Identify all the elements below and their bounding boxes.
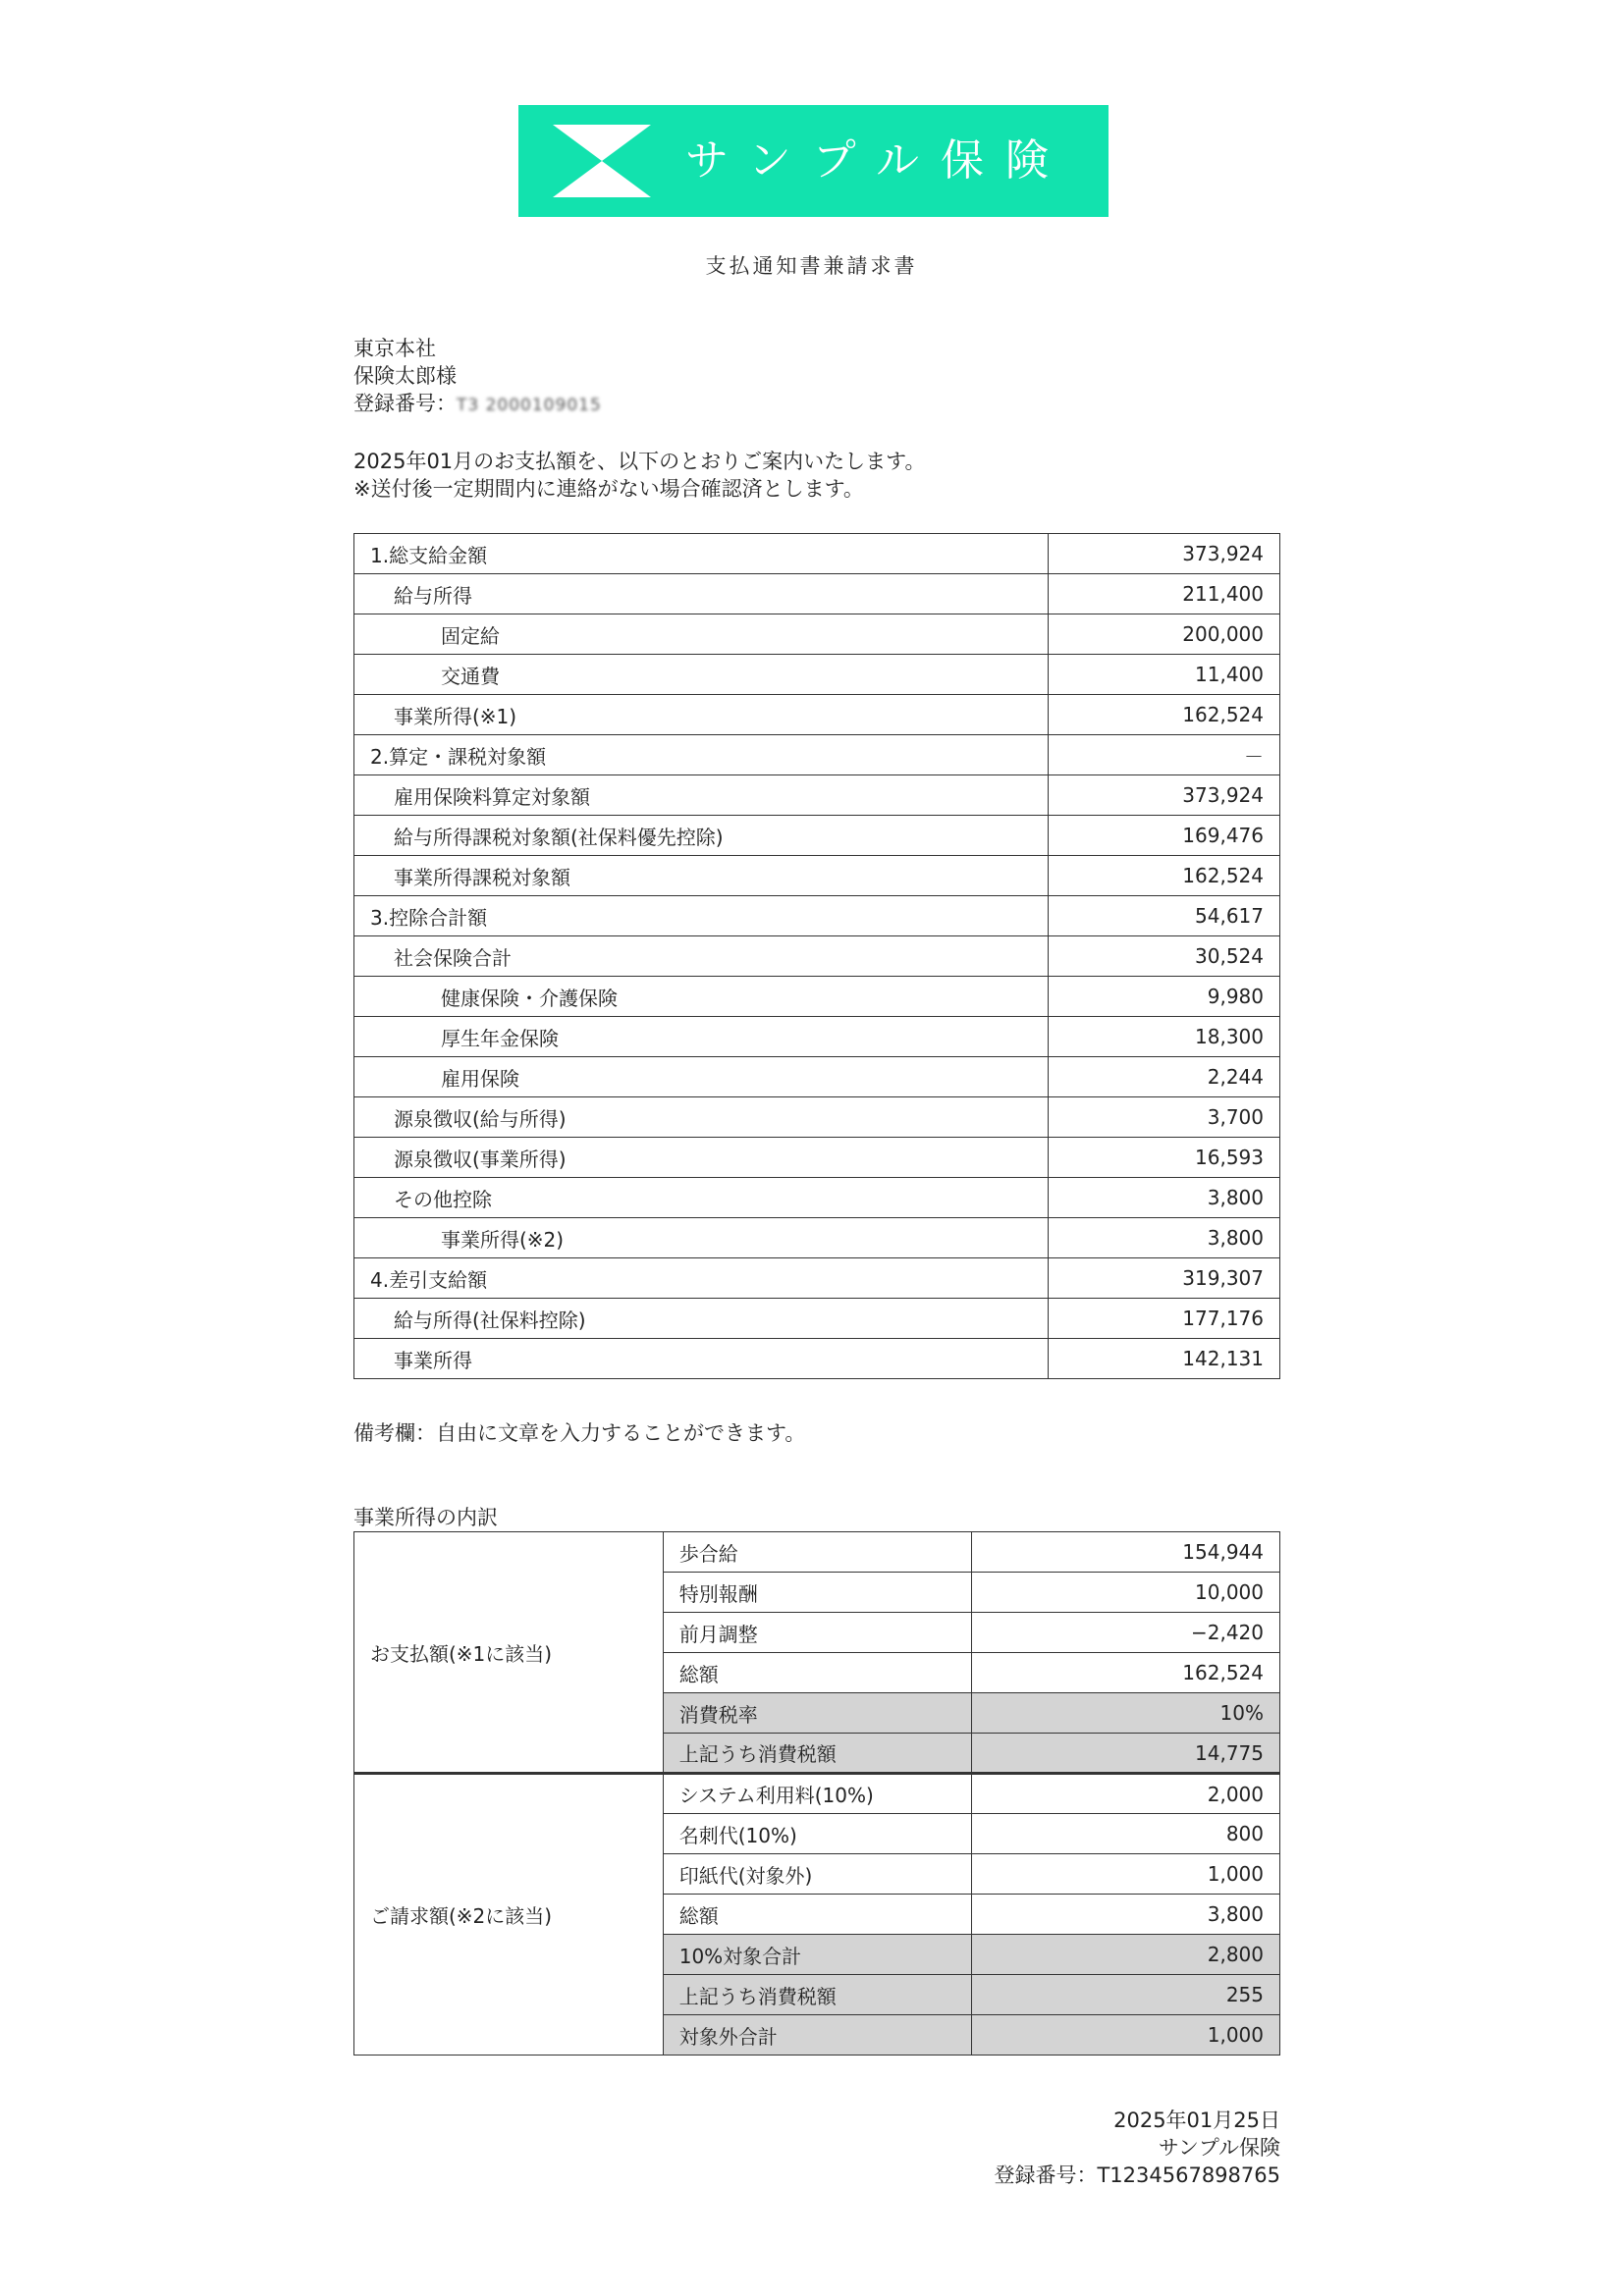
intro-line-1: 2025年01月のお支払額を、以下のとおりご案内いたします。 [353,450,926,473]
item-amount: 10% [971,1693,1280,1734]
remarks: 備考欄：自由に文章を入力することができます。 [353,1421,806,1445]
table-row [354,534,1280,574]
row-value: 177,176 [1049,1299,1280,1339]
breakdown-title: 事業所得の内訳 [353,1506,498,1529]
item-label: 消費税率 [663,1693,971,1734]
recipient-name: 保険太郎様 [353,364,457,388]
row-value: 373,924 [1049,534,1280,574]
logo-text: サンプル保険 [685,135,1071,186]
row-label: 2.算定・課税対象額 [354,735,1049,775]
table-row [354,936,1280,977]
item-label: システム利用料(10%) [663,1774,971,1814]
row-label: 3.控除合計額 [354,896,1049,936]
item-label: 総額 [663,1895,971,1935]
group-label: お支払額(※1に該当) [354,1532,664,1774]
table-row [354,574,1280,614]
row-value: 373,924 [1049,775,1280,816]
row-value: 2,244 [1049,1057,1280,1097]
business-income-breakdown-table [353,1531,1280,2056]
item-label: 総額 [663,1653,971,1693]
recipient-registration [353,390,602,419]
item-amount: 1,000 [971,1854,1280,1895]
row-value: 3,700 [1049,1097,1280,1138]
row-label: 事業所得 [354,1339,1049,1379]
row-value: 54,617 [1049,896,1280,936]
row-label: 健康保険・介護保険 [354,977,1049,1017]
item-amount: 14,775 [971,1734,1280,1774]
row-value: 16,593 [1049,1138,1280,1178]
intro-line-2: ※送付後一定期間内に連絡がない場合確認済とします。 [353,477,864,501]
row-label: 雇用保険料算定対象額 [354,775,1049,816]
row-value: － [1049,735,1280,775]
item-label: 印紙代(対象外) [663,1854,971,1895]
item-amount: 255 [971,1975,1280,2015]
row-label: 事業所得(※2) [354,1218,1049,1258]
row-label: 4.差引支給額 [354,1258,1049,1299]
issuer-registration: 登録番号：T1234567898765 [994,2163,1280,2187]
item-amount: 10,000 [971,1573,1280,1613]
item-amount: 800 [971,1814,1280,1854]
table-row [354,1017,1280,1057]
row-label: その他控除 [354,1178,1049,1218]
row-value: 18,300 [1049,1017,1280,1057]
item-label: 名刺代(10%) [663,1814,971,1854]
row-value: 9,980 [1049,977,1280,1017]
issuer-company: サンプル保険 [1158,2136,1280,2160]
table-row [354,896,1280,936]
table-row [354,1258,1280,1299]
footer-block [994,2107,1280,2189]
item-amount: 1,000 [971,2015,1280,2056]
row-label: 厚生年金保険 [354,1017,1049,1057]
table-row [354,1138,1280,1178]
row-value: 200,000 [1049,614,1280,655]
item-amount: 154,944 [971,1532,1280,1573]
row-value: 11,400 [1049,655,1280,695]
row-label: 給与所得(社保料控除) [354,1299,1049,1339]
table-row [354,977,1280,1017]
intro-block [353,448,925,503]
table-row [354,856,1280,896]
row-label: 雇用保険 [354,1057,1049,1097]
item-amount: 2,800 [971,1935,1280,1975]
recipient-company: 東京本社 [353,337,436,360]
row-label: 固定給 [354,614,1049,655]
table-row [354,1057,1280,1097]
table-row [354,655,1280,695]
row-label: 給与所得課税対象額(社保料優先控除) [354,816,1049,856]
row-value: 3,800 [1049,1178,1280,1218]
row-label: 事業所得課税対象額 [354,856,1049,896]
item-amount: 3,800 [971,1895,1280,1935]
row-label: 給与所得 [354,574,1049,614]
table-row [354,1299,1280,1339]
table-row [354,695,1280,735]
row-label: 1.総支給金額 [354,534,1049,574]
issue-date: 2025年01月25日 [1113,2109,1280,2132]
row-value: 162,524 [1049,856,1280,896]
hourglass-icon [553,125,651,197]
item-label: 特別報酬 [663,1573,971,1613]
row-label: 源泉徴収(事業所得) [354,1138,1049,1178]
table-row [354,1178,1280,1218]
item-label: 対象外合計 [663,2015,971,2056]
item-label: 上記うち消費税額 [663,1975,971,2015]
row-label: 交通費 [354,655,1049,695]
payment-summary-table [353,533,1280,1379]
table-row [354,1218,1280,1258]
registration-number-redacted: T3 2000109015 [457,396,602,415]
item-label: 10%対象合計 [663,1935,971,1975]
table-row [354,775,1280,816]
registration-label: 登録番号： [353,392,457,415]
recipient-block [353,335,602,419]
item-label: 前月調整 [663,1613,971,1653]
table-row [354,1097,1280,1138]
row-value: 30,524 [1049,936,1280,977]
item-amount: 2,000 [971,1774,1280,1814]
item-label: 上記うち消費税額 [663,1734,971,1774]
row-value: 142,131 [1049,1339,1280,1379]
item-amount: −2,420 [971,1613,1280,1653]
row-label: 社会保険合計 [354,936,1049,977]
item-label: 歩合給 [663,1532,971,1573]
item-amount: 162,524 [971,1653,1280,1693]
table-row [354,735,1280,775]
row-value: 211,400 [1049,574,1280,614]
document-title: 支払通知書兼請求書 [705,254,918,278]
table-row [354,614,1280,655]
row-value: 169,476 [1049,816,1280,856]
table-row [354,1339,1280,1379]
row-value: 319,307 [1049,1258,1280,1299]
row-label: 源泉徴収(給与所得) [354,1097,1049,1138]
company-logo [518,105,1109,217]
group-label: ご請求額(※2に該当) [354,1774,664,2056]
row-value: 162,524 [1049,695,1280,735]
row-value: 3,800 [1049,1218,1280,1258]
table-row [354,816,1280,856]
table-row [354,1532,1280,1573]
row-label: 事業所得(※1) [354,695,1049,735]
table-row [354,1774,1280,1814]
